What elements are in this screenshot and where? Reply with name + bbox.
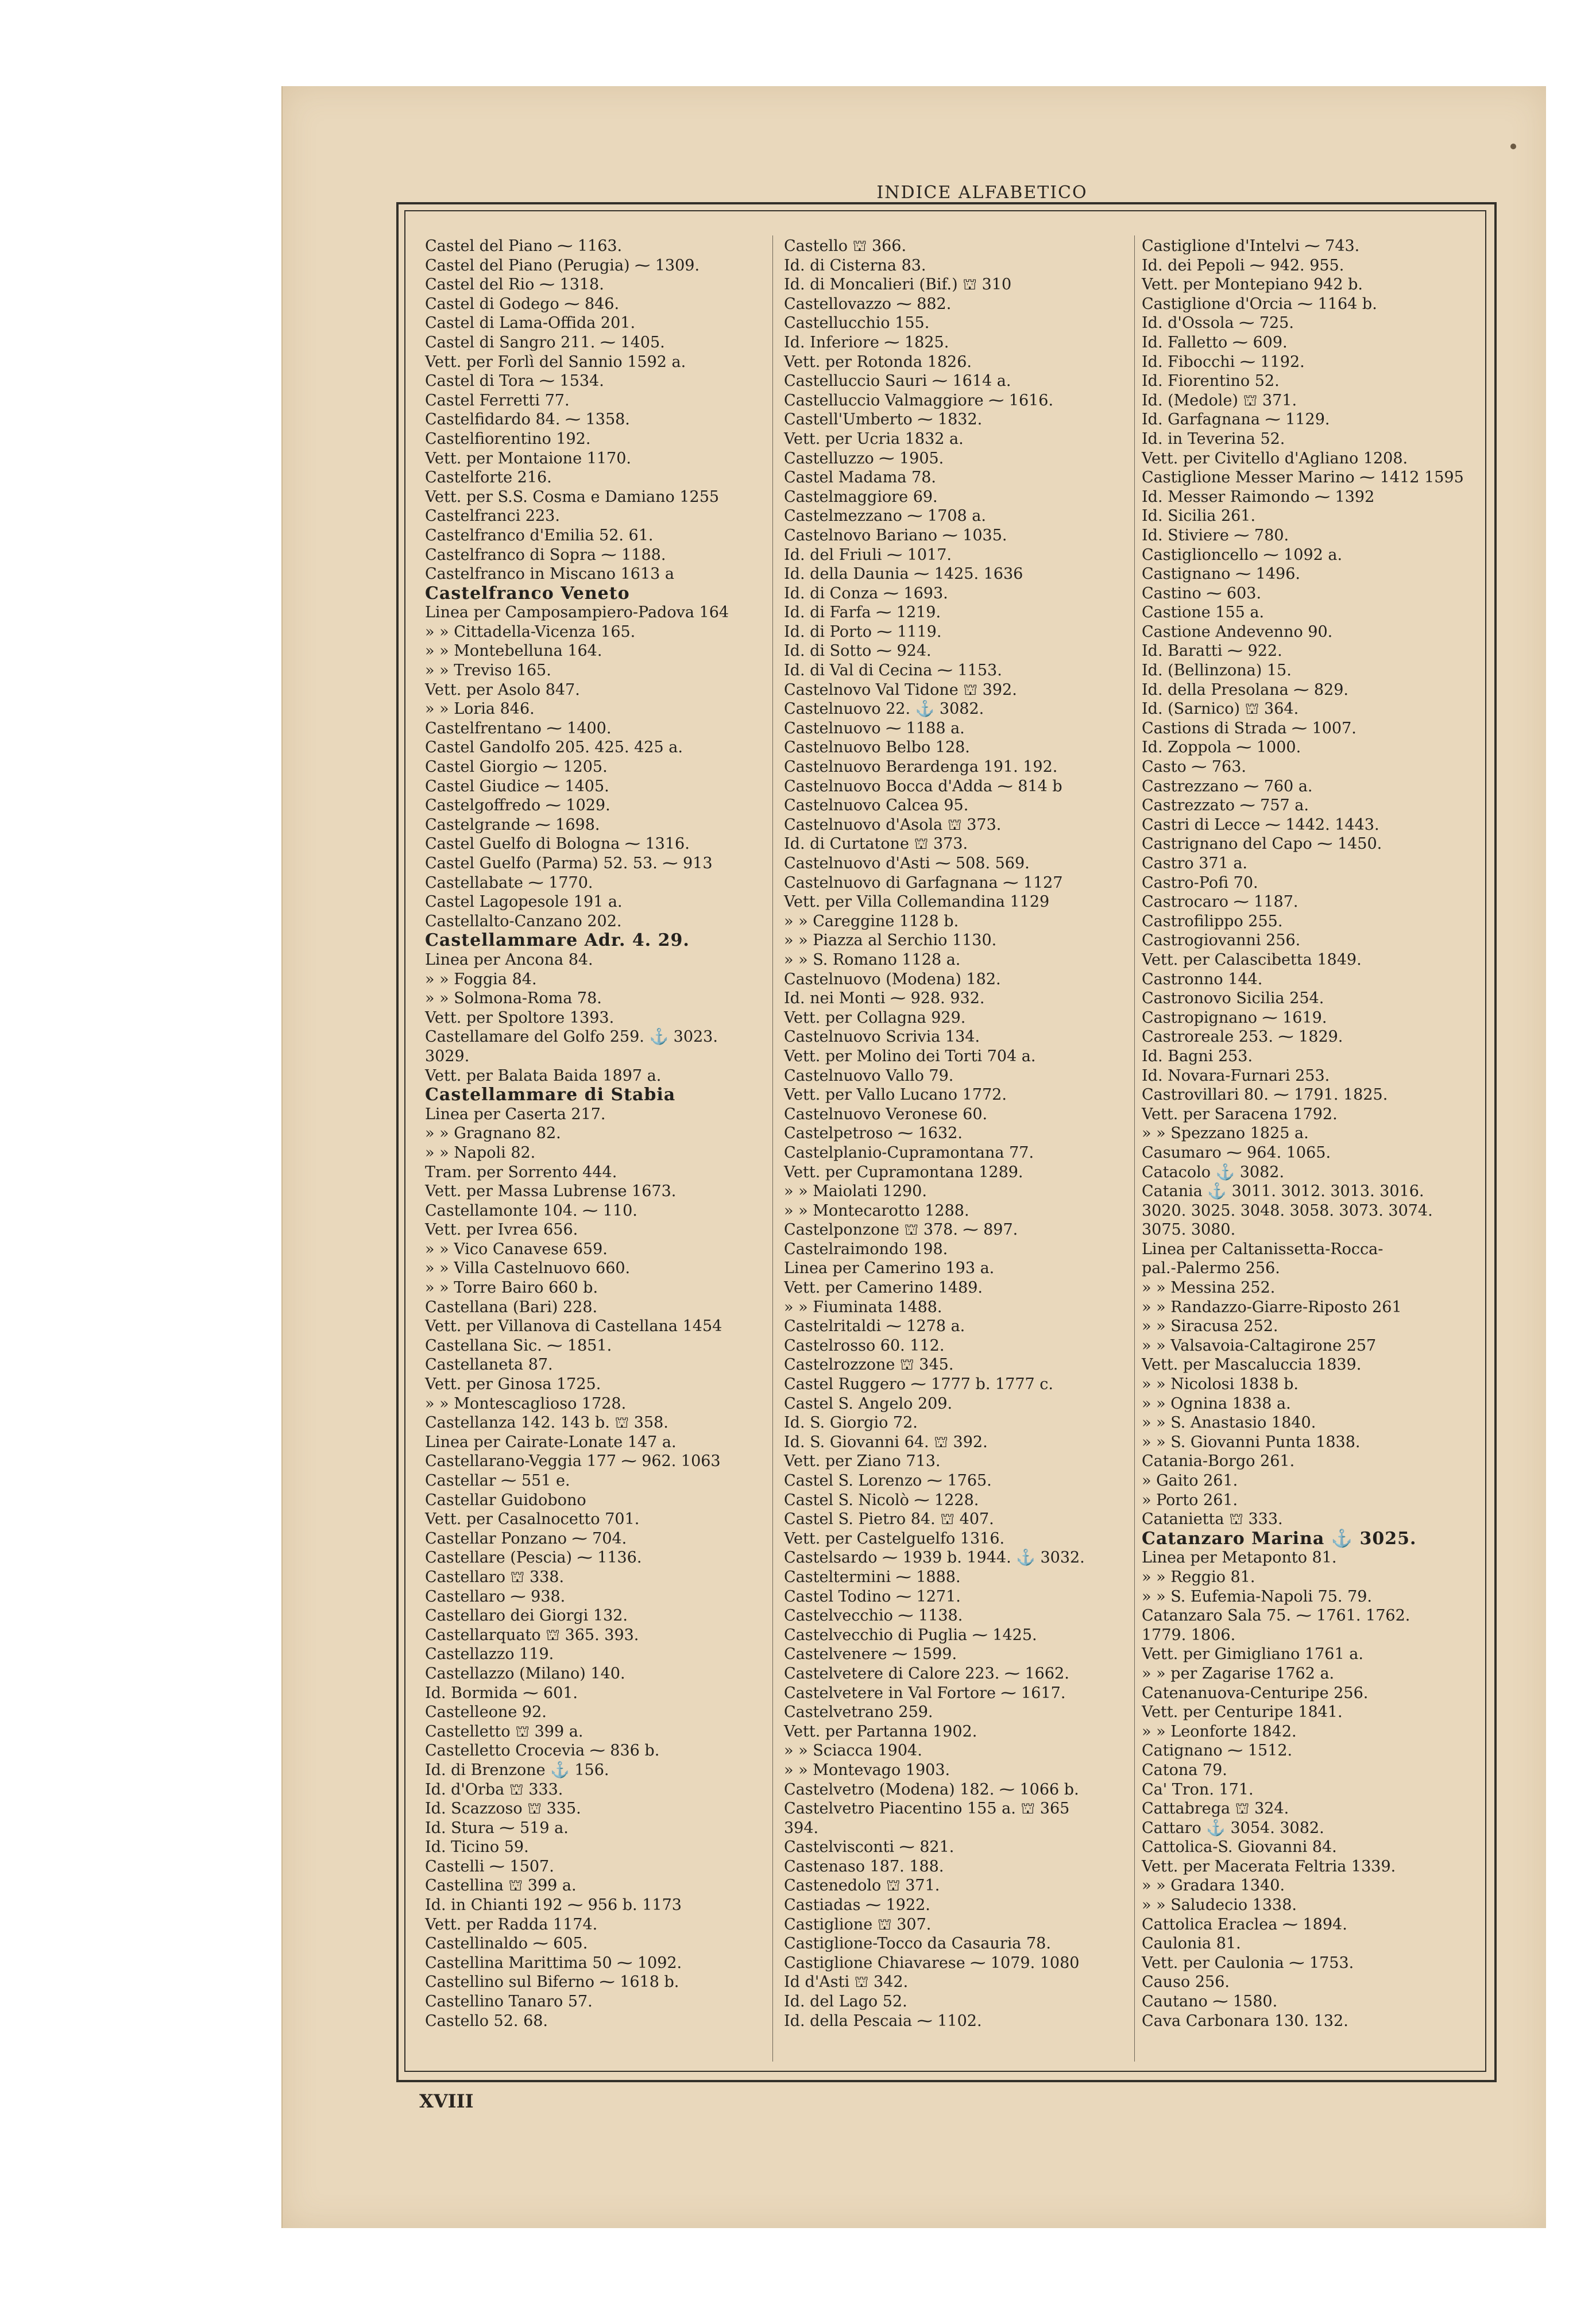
index-entry: Castellaro dei Giorgi 132. (425, 1607, 628, 1625)
index-entry: Castelrosso 60. 112. (784, 1336, 945, 1355)
index-entry: Id. di Cisterna 83. (784, 256, 926, 274)
index-entry: Cattolica-S. Giovanni 84. (1142, 1838, 1337, 1857)
index-entry: Id. Scazzoso ⛫ 335. (425, 1800, 581, 1818)
index-entry: » » Napoli 82. (425, 1143, 536, 1162)
index-entry: Castelvenere ⁓ 1599. (784, 1645, 957, 1664)
index-entry: Castelnuovo d'Asola ⛫ 373. (784, 815, 1002, 834)
index-entry: Vett. per Casalnocetto 701. (425, 1510, 640, 1529)
index-entry: » » Solmona-Roma 78. (425, 989, 602, 1008)
index-entry: Catenanuova-Centuripe 256. (1142, 1684, 1369, 1702)
index-entry: Castelmaggiore 69. (784, 488, 938, 506)
index-entry: Id. di Farfa ⁓ 1219. (784, 604, 941, 622)
index-entry: Tram. per Sorrento 444. (425, 1163, 617, 1181)
index-entry: Castelnuovo ⁓ 1188 a. (784, 719, 965, 737)
index-entry: Linea per Metaponto 81. (1142, 1549, 1337, 1567)
index-entry: Castelponzone ⛫ 378. ⁓ 897. (784, 1221, 1018, 1239)
index-entry: Vett. per Calascibetta 1849. (1142, 950, 1362, 969)
index-entry: Castel S. Pietro 84. ⛫ 407. (784, 1510, 994, 1529)
index-entry: Catanietta ⛫ 333. (1142, 1510, 1283, 1529)
index-entry: Castel Lagopesole 191 a. (425, 893, 623, 911)
index-entry: Castiglione d'Intelvi ⁓ 743. (1142, 237, 1360, 255)
index-entry: Catanzaro Marina ⚓ 3025. (1142, 1528, 1417, 1549)
index-entry: Castelnuovo Calcea 95. (784, 796, 969, 815)
index-entry: Catacolo ⚓ 3082. (1142, 1163, 1285, 1181)
index-entry: Id. Fiorentino 52. (1142, 372, 1280, 390)
index-entry: Vett. per Caulonia ⁓ 1753. (1142, 1954, 1354, 1972)
index-entry: Vett. per Rotonda 1826. (784, 353, 972, 371)
index-entry: Id. nei Monti ⁓ 928. 932. (784, 989, 985, 1008)
index-entry: Vett. per Castelguelfo 1316. (784, 1529, 1005, 1548)
index-entry: Castellazzo (Milano) 140. (425, 1664, 625, 1683)
index-entry: Catanzaro Sala 75. ⁓ 1761. 1762. (1142, 1607, 1410, 1625)
index-entry: Castelvetere di Calore 223. ⁓ 1662. (784, 1664, 1069, 1683)
index-column-1 (425, 237, 764, 2063)
index-entry: Castelnuovo Bocca d'Adda ⁓ 814 b (784, 777, 1062, 795)
index-entry: Id. Inferiore ⁓ 1825. (784, 333, 949, 351)
index-entry: Castro 371 a. (1142, 854, 1248, 872)
index-entry: Vett. per Radda 1174. (425, 1915, 598, 1933)
index-entry: Id. Garfagnana ⁓ 1129. (1142, 411, 1330, 429)
index-entry: Castel S. Lorenzo ⁓ 1765. (784, 1472, 992, 1490)
index-entry: 3075. 3080. (1142, 1221, 1236, 1239)
index-entry: Castiglione d'Orcia ⁓ 1164 b. (1142, 295, 1377, 313)
index-entry: Castellaro ⁓ 938. (425, 1587, 566, 1606)
index-entry: Vett. per Partanna 1902. (784, 1722, 977, 1741)
index-entry: » Porto 261. (1142, 1491, 1238, 1509)
index-entry: Castelvisconti ⁓ 821. (784, 1838, 954, 1857)
column-divider-2 (1134, 235, 1135, 2062)
index-entry: Id. Stiviere ⁓ 780. (1142, 526, 1289, 544)
index-entry: Vett. per Montaione 1170. (425, 449, 631, 467)
index-entry: Vett. per Vallo Lucano 1772. (784, 1086, 1007, 1104)
index-entry: Cattabrega ⛫ 324. (1142, 1800, 1289, 1818)
index-entry: Castelluccio Valmaggiore ⁓ 1616. (784, 391, 1054, 409)
index-entry: Castelrozzone ⛫ 345. (784, 1356, 954, 1374)
index-entry: Id. Bagni 253. (1142, 1047, 1253, 1065)
index-entry: Id. S. Giovanni 64. ⛫ 392. (784, 1433, 988, 1451)
index-entry: Vett. per Massa Lubrense 1673. (425, 1182, 677, 1201)
index-entry: » » S. Anastasio 1840. (1142, 1414, 1316, 1432)
index-entry: Id. (Medole) ⛫ 371. (1142, 391, 1297, 409)
index-entry: Linea per Caserta 217. (425, 1105, 606, 1123)
index-entry: Castellammare di Stabia (425, 1085, 676, 1105)
index-entry: Castel Giudice ⁓ 1405. (425, 777, 609, 795)
index-entry: Castelnovo Val Tidone ⛫ 392. (784, 680, 1017, 699)
index-entry: Castelfiorentino 192. (425, 430, 591, 448)
index-entry: Castel del Rio ⁓ 1318. (425, 276, 604, 294)
index-entry: Castel di Sangro 211. ⁓ 1405. (425, 333, 665, 351)
index-entry: Castellana Sic. ⁓ 1851. (425, 1336, 612, 1355)
index-entry: Id. Novara-Furnari 253. (1142, 1066, 1330, 1085)
index-entry: Casumaro ⁓ 964. 1065. (1142, 1143, 1331, 1162)
index-entry: Castelnuovo 22. ⚓ 3082. (784, 700, 984, 718)
index-entry: Vett. per Molino dei Torti 704 a. (784, 1047, 1036, 1065)
index-entry: Castellaro ⛫ 338. (425, 1568, 565, 1586)
index-entry: » » Reggio 81. (1142, 1568, 1255, 1586)
index-entry: Vett. per Camerino 1489. (784, 1279, 983, 1297)
index-entry: Id. Zoppola ⁓ 1000. (1142, 738, 1301, 757)
index-entry: Id. d'Ossola ⁓ 725. (1142, 314, 1294, 332)
index-entry: » » Gragnano 82. (425, 1124, 561, 1143)
index-entry: Castenaso 187. 188. (784, 1857, 944, 1876)
index-entry: Castellucchio 155. (784, 314, 930, 332)
index-entry: Castelletto ⛫ 399 a. (425, 1722, 583, 1741)
index-entry: Id. di Conza ⁓ 1693. (784, 584, 948, 602)
column-divider-1 (772, 235, 773, 2062)
index-entry: Vett. per Cupramontana 1289. (784, 1163, 1023, 1181)
index-entry: » » Montebelluna 164. (425, 642, 602, 660)
index-entry: Castelnuovo Veronese 60. (784, 1105, 988, 1123)
index-entry: Id. Falletto ⁓ 609. (1142, 333, 1288, 351)
index-entry: 3029. (425, 1047, 470, 1065)
index-entry: Castiadas ⁓ 1922. (784, 1896, 930, 1915)
index-entry: Id. del Friuli ⁓ 1017. (784, 546, 952, 564)
index-entry: Id d'Asti ⛫ 342. (784, 1973, 909, 1991)
index-entry: Castelmezzano ⁓ 1708 a. (784, 507, 986, 525)
index-entry: Id. della Pescaia ⁓ 1102. (784, 2012, 982, 2030)
index-entry: Castel Ruggero ⁓ 1777 b. 1777 c. (784, 1375, 1053, 1394)
index-entry: Castelfranco Veneto (425, 583, 630, 604)
index-entry: Castelgoffredo ⁓ 1029. (425, 796, 610, 815)
index-entry: Id. in Teverina 52. (1142, 430, 1285, 448)
index-entry: » » S. Romano 1128 a. (784, 950, 961, 969)
index-entry: Castelsardo ⁓ 1939 b. 1944. ⚓ 3032. (784, 1549, 1085, 1567)
index-entry: Castellino Tanaro 57. (425, 1993, 593, 2011)
index-entry: Vett. per Villa Collemandina 1129 (784, 893, 1050, 911)
index-entry: Castelluccio Sauri ⁓ 1614 a. (784, 372, 1011, 390)
index-entry: Castel Gandolfo 205. 425. 425 a. (425, 738, 683, 757)
index-entry: Castellaneta 87. (425, 1356, 553, 1374)
index-entry: Linea per Camposampiero-Padova 164 (425, 604, 729, 622)
index-entry: Cattaro ⚓ 3054. 3082. (1142, 1819, 1324, 1837)
index-entry: Castiglione Chiavarese ⁓ 1079. 1080 (784, 1954, 1080, 1972)
index-entry: Castelraimondo 198. (784, 1240, 948, 1258)
index-entry: Catignano ⁓ 1512. (1142, 1742, 1293, 1760)
index-entry: Vett. per Centuripe 1841. (1142, 1703, 1343, 1722)
index-entry: Castronovo Sicilia 254. (1142, 989, 1324, 1008)
index-entry: Castelnovo Bariano ⁓ 1035. (784, 526, 1007, 544)
index-entry: 1779. 1806. (1142, 1626, 1236, 1644)
index-entry: Castelvetere in Val Fortore ⁓ 1617. (784, 1684, 1066, 1702)
index-entry: Id. Fibocchi ⁓ 1192. (1142, 353, 1305, 371)
index-entry: Vett. per Mascaluccia 1839. (1142, 1356, 1362, 1374)
index-entry: Linea per Camerino 193 a. (784, 1259, 995, 1278)
index-entry: Castellar Guidobono (425, 1491, 586, 1509)
index-entry: » » Leonforte 1842. (1142, 1722, 1297, 1741)
index-entry: Vett. per Spoltore 1393. (425, 1008, 615, 1027)
index-entry: Castelfranco d'Emilia 52. 61. (425, 526, 654, 544)
index-entry: Catona 79. (1142, 1761, 1227, 1779)
index-entry: Castrezzano ⁓ 760 a. (1142, 777, 1313, 795)
index-entry: » » Sciacca 1904. (784, 1742, 922, 1760)
index-entry: Castel Guelfo (Parma) 52. 53. ⁓ 913 (425, 854, 713, 872)
index-entry: Vett. per Ucria 1832 a. (784, 430, 964, 448)
index-entry: Castellabate ⁓ 1770. (425, 873, 593, 892)
index-entry: Vett. per Asolo 847. (425, 680, 580, 699)
index-entry: Castellinaldo ⁓ 605. (425, 1935, 588, 1953)
index-entry: Castelleone 92. (425, 1703, 547, 1722)
index-entry: » » Ognina 1838 a. (1142, 1394, 1291, 1413)
index-entry: Linea per Cairate-Lonate 147 a. (425, 1433, 677, 1451)
index-entry: 394. (784, 1819, 819, 1837)
index-column-3 (1142, 237, 1486, 2063)
index-entry: » » Montevago 1903. (784, 1761, 950, 1779)
index-entry: Vett. per Saracena 1792. (1142, 1105, 1338, 1123)
index-entry: » » Torre Bairo 660 b. (425, 1279, 598, 1297)
index-entry: Castignano ⁓ 1496. (1142, 565, 1300, 583)
index-entry: Id. S. Giorgio 72. (784, 1414, 918, 1432)
index-entry: Caulonia 81. (1142, 1935, 1241, 1953)
index-entry: » » Treviso 165. (425, 662, 551, 680)
index-entry: Id. del Lago 52. (784, 1993, 907, 2011)
index-entry: Catania-Borgo 261. (1142, 1452, 1295, 1471)
index-entry: » » Montecarotto 1288. (784, 1201, 969, 1220)
index-entry: Castrogiovanni 256. (1142, 931, 1301, 950)
index-entry: Castel Todino ⁓ 1271. (784, 1587, 961, 1606)
index-entry: Casteltermini ⁓ 1888. (784, 1568, 961, 1586)
index-entry: » » Siracusa 252. (1142, 1317, 1278, 1336)
index-entry: Castri di Lecce ⁓ 1442. 1443. (1142, 815, 1379, 834)
index-entry: Ca' Tron. 171. (1142, 1780, 1254, 1799)
index-entry: » » Villa Castelnuovo 660. (425, 1259, 631, 1278)
index-entry: Id. (Bellinzona) 15. (1142, 662, 1292, 680)
index-entry: » » Spezzano 1825 a. (1142, 1124, 1309, 1143)
index-entry: Castrofilippo 255. (1142, 912, 1283, 930)
index-entry: Castellammare Adr. 4. 29. (425, 930, 690, 951)
index-entry: » » S. Eufemia-Napoli 75. 79. (1142, 1587, 1373, 1606)
index-entry: Castelli ⁓ 1507. (425, 1857, 554, 1876)
index-entry: Castel Guelfo di Bologna ⁓ 1316. (425, 835, 690, 853)
index-entry: Id. d'Orba ⛫ 333. (425, 1780, 563, 1799)
ink-spot (1510, 144, 1516, 149)
index-entry: Castelnuovo d'Asti ⁓ 508. 569. (784, 854, 1030, 872)
page-number: XVIII (419, 2090, 474, 2112)
index-entry: Castelfranco in Miscano 1613 a (425, 565, 675, 583)
index-entry: Id. Baratti ⁓ 922. (1142, 642, 1282, 660)
index-entry: Castell'Umberto ⁓ 1832. (784, 411, 983, 429)
index-entry: » » Cittadella-Vicenza 165. (425, 622, 636, 641)
index-entry: » » Gradara 1340. (1142, 1877, 1285, 1895)
index-entry: Castellarquato ⛫ 365. 393. (425, 1626, 639, 1644)
index-entry: Id. dei Pepoli ⁓ 942. 955. (1142, 256, 1344, 274)
index-entry: Castelforte 216. (425, 469, 552, 487)
index-entry: Vett. per S.S. Cosma e Damiano 1255 (425, 488, 720, 506)
index-entry: » » per Zagarise 1762 a. (1142, 1664, 1335, 1683)
index-entry: Castelvecchio di Puglia ⁓ 1425. (784, 1626, 1037, 1644)
index-entry: Castelluzzo ⁓ 1905. (784, 449, 944, 467)
index-entry: Casto ⁓ 763. (1142, 758, 1246, 776)
index-entry: Castelvetrano 259. (784, 1703, 933, 1722)
index-entry: Castro-Pofi 70. (1142, 873, 1258, 892)
index-entry: Castelplanio-Cupramontana 77. (784, 1143, 1034, 1162)
index-entry: Castronno 144. (1142, 970, 1263, 988)
index-entry: Id. Bormida ⁓ 601. (425, 1684, 578, 1702)
index-entry: Vett. per Ginosa 1725. (425, 1375, 601, 1394)
index-entry: » » S. Giovanni Punta 1838. (1142, 1433, 1361, 1451)
index-entry: Vett. per Ziano 713. (784, 1452, 941, 1471)
index-entry: » » Vico Canavese 659. (425, 1240, 608, 1258)
index-entry: Castello ⛫ 366. (784, 237, 907, 255)
index-entry: Castel di Lama-Offida 201. (425, 314, 636, 332)
index-entry: Castellare (Pescia) ⁓ 1136. (425, 1549, 642, 1567)
index-entry: Cava Carbonara 130. 132. (1142, 2012, 1348, 2030)
index-entry: Vett. per Balata Baida 1897 a. (425, 1066, 662, 1085)
index-entry: » » Careggine 1128 b. (784, 912, 959, 930)
index-entry: Id. di Brenzone ⚓ 156. (425, 1761, 609, 1779)
index-entry: Castiglioncello ⁓ 1092 a. (1142, 546, 1343, 564)
index-entry: Castelvetro Piacentino 155 a. ⛫ 365 (784, 1800, 1070, 1818)
index-entry: Causo 256. (1142, 1973, 1230, 1991)
index-entry: Castel Ferretti 77. (425, 391, 570, 409)
index-entry: » » Randazzo-Giarre-Riposto 261 (1142, 1298, 1402, 1316)
index-entry: Castelritaldi ⁓ 1278 a. (784, 1317, 965, 1336)
index-entry: Castellamonte 104. ⁓ 110. (425, 1201, 637, 1220)
index-entry: Castellar Ponzano ⁓ 704. (425, 1529, 627, 1548)
index-entry: Castione Andevenno 90. (1142, 622, 1333, 641)
index-entry: Castello 52. 68. (425, 2012, 548, 2030)
index-entry: » » Saludecio 1338. (1142, 1896, 1297, 1915)
index-entry: Vett. per Ivrea 656. (425, 1221, 578, 1239)
index-entry: Castel del Piano (Perugia) ⁓ 1309. (425, 256, 700, 274)
index-entry: Id. della Presolana ⁓ 829. (1142, 680, 1348, 699)
index-entry: Id. di Curtatone ⛫ 373. (784, 835, 968, 853)
index-entry: 3020. 3025. 3048. 3058. 3073. 3074. (1142, 1201, 1433, 1220)
page-header: INDICE ALFABETICO (876, 183, 1088, 203)
index-entry: Castellana (Bari) 228. (425, 1298, 598, 1316)
index-entry: Castroreale 253. ⁓ 1829. (1142, 1028, 1343, 1046)
index-entry: Castelnuovo Berardenga 191. 192. (784, 758, 1058, 776)
index-entry: pal.-Palermo 256. (1142, 1259, 1280, 1278)
index-entry: Castel S. Nicolò ⁓ 1228. (784, 1491, 979, 1509)
index-entry: Castelnuovo Scrivia 134. (784, 1028, 980, 1046)
index-entry: Castropignano ⁓ 1619. (1142, 1008, 1327, 1027)
index-entry: Castelnuovo (Modena) 182. (784, 970, 1001, 988)
index-column-2 (784, 237, 1129, 2063)
index-entry: » » Montescaglioso 1728. (425, 1394, 627, 1413)
index-entry: Castrezzato ⁓ 757 a. (1142, 796, 1309, 815)
index-entry: Cattolica Eraclea ⁓ 1894. (1142, 1915, 1347, 1933)
index-entry: Castel di Tora ⁓ 1534. (425, 372, 604, 390)
index-entry: » » Messina 252. (1142, 1279, 1276, 1297)
index-entry: » » Fiuminata 1488. (784, 1298, 942, 1316)
index-entry: Linea per Caltanissetta-Rocca- (1142, 1240, 1384, 1258)
index-entry: Cautano ⁓ 1580. (1142, 1993, 1278, 2011)
index-entry: » Gaito 261. (1142, 1472, 1238, 1490)
index-entry: Id. Stura ⁓ 519 a. (425, 1819, 569, 1837)
index-entry: Castellina ⛫ 399 a. (425, 1877, 577, 1895)
index-entry: Castions di Strada ⁓ 1007. (1142, 719, 1357, 737)
index-entry: Castellovazzo ⁓ 882. (784, 295, 952, 313)
index-entry: » » Loria 846. (425, 700, 535, 718)
index-entry: Id. (Sarnico) ⛫ 364. (1142, 700, 1299, 718)
index-entry: Vett. per Civitello d'Agliano 1208. (1142, 449, 1408, 467)
index-entry: Vett. per Macerata Feltria 1339. (1142, 1857, 1396, 1876)
index-entry: Vett. per Collagna 929. (784, 1008, 966, 1027)
index-entry: Castrocaro ⁓ 1187. (1142, 893, 1299, 911)
index-entry: Castel Madama 78. (784, 469, 937, 487)
index-entry: Id. Ticino 59. (425, 1838, 529, 1857)
index-entry: Id. di Val di Cecina ⁓ 1153. (784, 662, 1002, 680)
index-entry: Vett. per Gimigliano 1761 a. (1142, 1645, 1363, 1664)
index-entry: Vett. per Villanova di Castellana 1454 (425, 1317, 722, 1336)
index-entry: Castiglione ⛫ 307. (784, 1915, 932, 1933)
index-entry: Castrovillari 80. ⁓ 1791. 1825. (1142, 1086, 1388, 1104)
index-entry: Castelfrentano ⁓ 1400. (425, 719, 612, 737)
index-entry: Id. di Moncalieri (Bif.) ⛫ 310 (784, 276, 1012, 294)
index-entry: » » Nicolosi 1838 b. (1142, 1375, 1299, 1394)
index-entry: Castel Giorgio ⁓ 1205. (425, 758, 608, 776)
index-entry: Castelfidardo 84. ⁓ 1358. (425, 411, 630, 429)
index-entry: Castellarano-Veggia 177 ⁓ 962. 1063 (425, 1452, 721, 1471)
index-entry: Castel del Piano ⁓ 1163. (425, 237, 623, 255)
index-entry: Id. della Daunia ⁓ 1425. 1636 (784, 565, 1023, 583)
index-entry: Castelgrande ⁓ 1698. (425, 815, 600, 834)
index-entry: Castelnuovo Belbo 128. (784, 738, 970, 757)
index-entry: Castellar ⁓ 551 e. (425, 1472, 570, 1490)
index-entry: Castione 155 a. (1142, 604, 1265, 622)
index-entry: Id. Messer Raimondo ⁓ 1392 (1142, 488, 1375, 506)
index-entry: Vett. per Forlì del Sannio 1592 a. (425, 353, 686, 371)
index-entry: Castellamare del Golfo 259. ⚓ 3023. (425, 1028, 718, 1046)
index-entry: » » Piazza al Serchio 1130. (784, 931, 997, 950)
index-entry: Castel di Godego ⁓ 846. (425, 295, 620, 313)
index-entry: » » Valsavoia-Caltagirone 257 (1142, 1336, 1377, 1355)
index-entry: Id. di Sotto ⁓ 924. (784, 642, 932, 660)
index-entry: Id. di Porto ⁓ 1119. (784, 622, 942, 641)
index-entry: Castelvecchio ⁓ 1138. (784, 1607, 963, 1625)
index-entry: Castellanza 142. 143 b. ⛫ 358. (425, 1414, 668, 1432)
index-entry: Id. Sicilia 261. (1142, 507, 1256, 525)
index-entry: Castiglione Messer Marino ⁓ 1412 1595 (1142, 469, 1464, 487)
index-entry: Castellazzo 119. (425, 1645, 554, 1664)
index-entry: Castelnuovo di Garfagnana ⁓ 1127 (784, 873, 1063, 892)
index-entry: Castelletto Crocevia ⁓ 836 b. (425, 1742, 660, 1760)
index-entry: Castellina Marittima 50 ⁓ 1092. (425, 1954, 682, 1972)
index-entry: Castelfranco di Sopra ⁓ 1188. (425, 546, 666, 564)
index-entry: Castenedolo ⛫ 371. (784, 1877, 940, 1895)
index-entry: Castelfranci 223. (425, 507, 560, 525)
index-entry: Castelvetro (Modena) 182. ⁓ 1066 b. (784, 1780, 1079, 1799)
index-entry: Castellalto-Canzano 202. (425, 912, 622, 930)
index-entry: Castelnuovo Vallo 79. (784, 1066, 954, 1085)
index-entry: Castino ⁓ 603. (1142, 584, 1262, 602)
index-entry: Id. in Chianti 192 ⁓ 956 b. 1173 (425, 1896, 682, 1915)
index-entry: Castelpetroso ⁓ 1632. (784, 1124, 963, 1143)
index-entry: » » Foggia 84. (425, 970, 537, 988)
index-entry: Linea per Ancona 84. (425, 950, 593, 969)
index-entry: Catania ⚓ 3011. 3012. 3013. 3016. (1142, 1182, 1424, 1201)
index-entry: » » Maiolati 1290. (784, 1182, 927, 1201)
index-entry: Castiglione-Tocco da Casauria 78. (784, 1935, 1051, 1953)
index-entry: Vett. per Montepiano 942 b. (1142, 276, 1363, 294)
index-entry: Castellino sul Biferno ⁓ 1618 b. (425, 1973, 679, 1991)
index-entry: Castrignano del Capo ⁓ 1450. (1142, 835, 1382, 853)
index-entry: Castel S. Angelo 209. (784, 1394, 953, 1413)
